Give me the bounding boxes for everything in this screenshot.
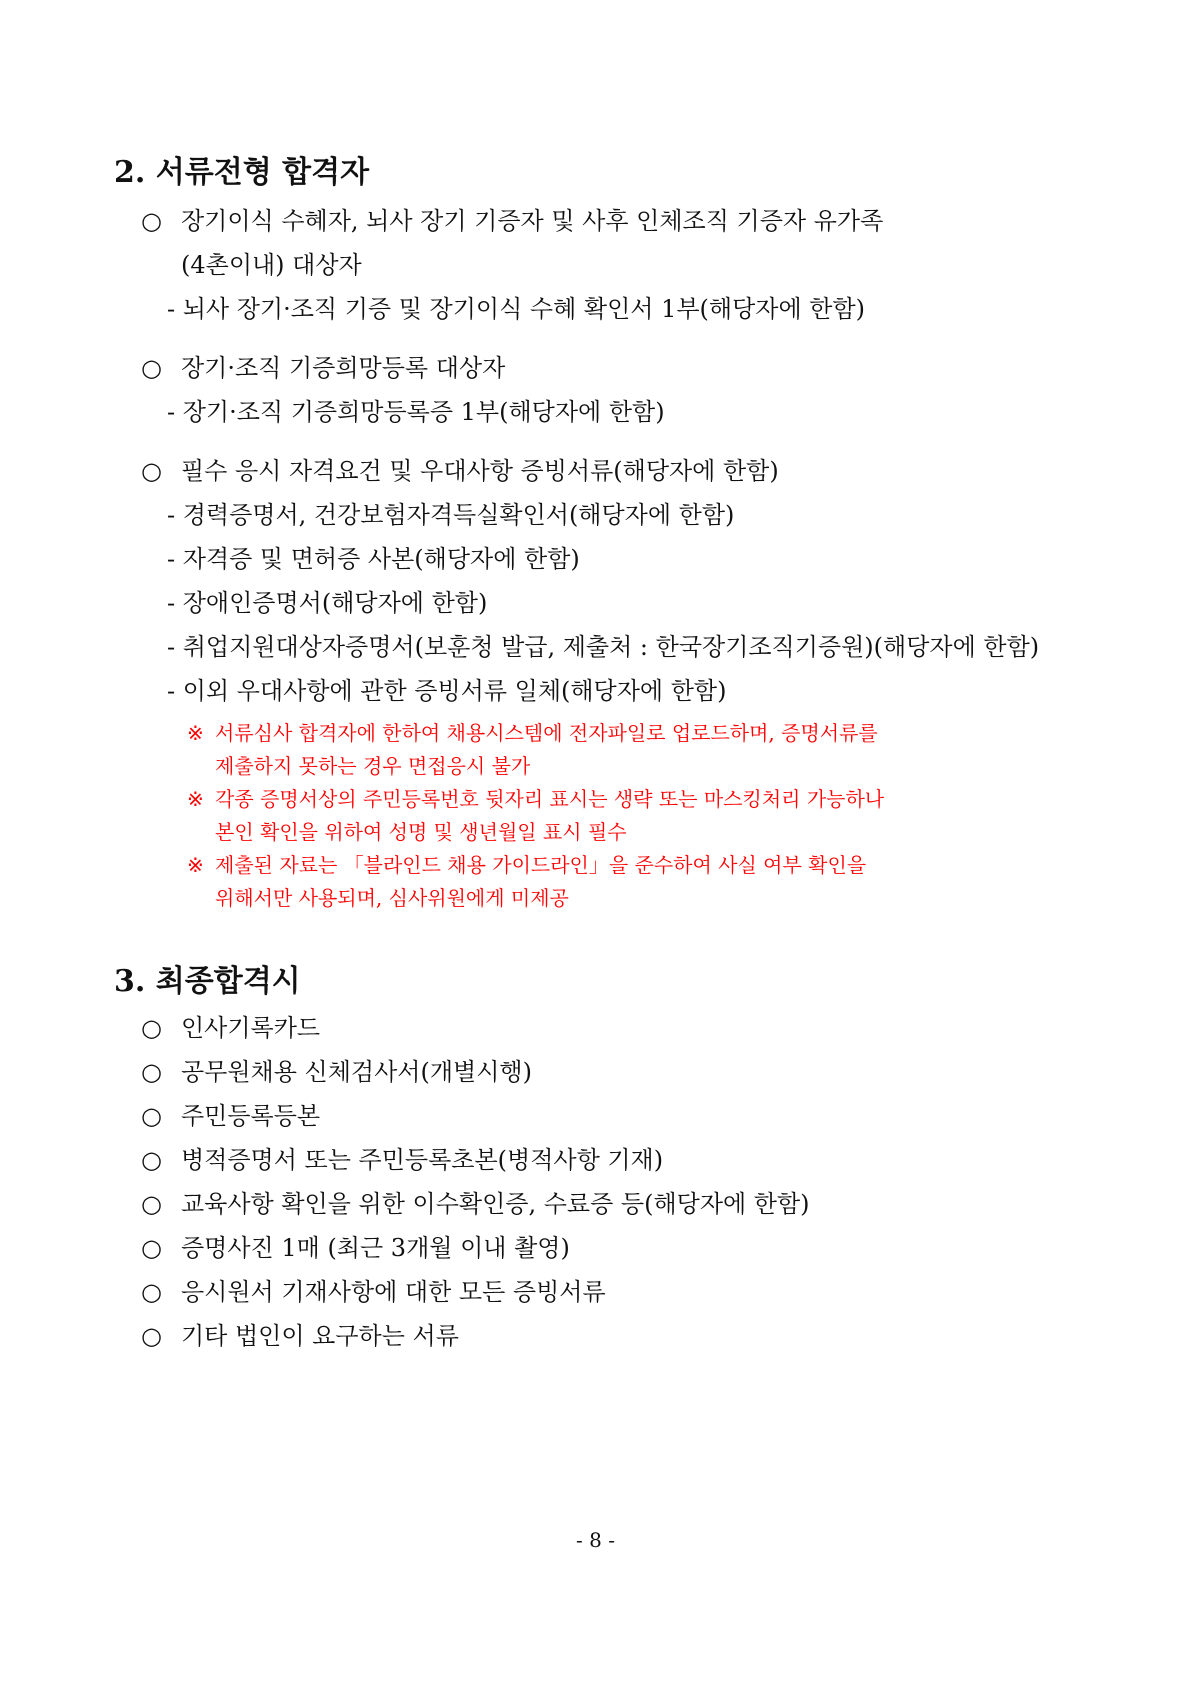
reference-mark-icon: ※ (187, 787, 204, 811)
sub-item: - 취업지원대상자증명서(보훈청 발급, 제출처 : 한국장기조직기증원)(해당자에 한함) (167, 633, 1040, 661)
sub-item: - 경력증명서, 건강보험자격득실확인서(해당자에 한함) (167, 501, 735, 529)
section-3-item (141, 1324, 459, 1348)
item-text: 공무원채용 신체검사서(개별시행) (181, 1058, 532, 1086)
note (187, 789, 884, 809)
section-3-item (141, 1148, 663, 1172)
note-text: 제출된 자료는 「블라인드 채용 가이드라인」을 준수하여 사실 여부 확인을 (215, 853, 867, 877)
section-3-item (141, 1192, 810, 1216)
item-text: 응시원서 기재사항에 대한 모든 증빙서류 (181, 1278, 606, 1306)
item-text: 장기이식 수혜자, 뇌사 장기 기증자 및 사후 인체조직 기증자 유가족 (181, 207, 884, 235)
note (187, 723, 878, 743)
section-3-item (141, 1016, 320, 1040)
item-text: 장기·조직 기증희망등록 대상자 (181, 354, 506, 382)
note-continuation: 본인 확인을 위하여 성명 및 생년월일 표시 필수 (215, 820, 627, 844)
item-text: 주민등록등본 (181, 1102, 321, 1130)
sub-item: - 자격증 및 면허증 사본(해당자에 한함) (167, 545, 580, 573)
circle-bullet-icon: ○ (141, 1058, 162, 1086)
circle-bullet-icon: ○ (141, 1146, 162, 1174)
section-3-item (141, 1060, 532, 1084)
circle-bullet-icon: ○ (141, 457, 162, 485)
page-number: - 8 - (576, 1528, 615, 1552)
circle-bullet-icon: ○ (141, 1190, 162, 1218)
item-text: 인사기록카드 (181, 1014, 321, 1042)
circle-bullet-icon: ○ (141, 207, 162, 235)
section-2-item-required-documents (141, 459, 779, 483)
note-continuation: 위해서만 사용되며, 심사위원에게 미제공 (215, 886, 569, 910)
sub-item: - 뇌사 장기·조직 기증 및 장기이식 수혜 확인서 1부(해당자에 한함) (167, 295, 865, 323)
note-text: 서류심사 합격자에 한하여 채용시스템에 전자파일로 업로드하며, 증명서류를 (215, 721, 878, 745)
circle-bullet-icon: ○ (141, 1322, 162, 1350)
circle-bullet-icon: ○ (141, 1278, 162, 1306)
note-continuation: 제출하지 못하는 경우 면접응시 불가 (215, 754, 531, 778)
note-text: 각종 증명서상의 주민등록번호 뒷자리 표시는 생략 또는 마스킹처리 가능하나 (215, 787, 885, 811)
circle-bullet-icon: ○ (141, 1102, 162, 1130)
sub-item: - 장애인증명서(해당자에 한함) (167, 589, 488, 617)
sub-item: - 장기·조직 기증희망등록증 1부(해당자에 한함) (167, 398, 665, 426)
section-3-heading: 3. 최종합격시 (114, 964, 301, 999)
note (187, 855, 866, 875)
reference-mark-icon: ※ (187, 853, 204, 877)
section-2-heading: 2. 서류전형 합격자 (114, 155, 370, 190)
item-text: 기타 법인이 요구하는 서류 (181, 1322, 459, 1350)
item-text: 병적증명서 또는 주민등록초본(병적사항 기재) (181, 1146, 664, 1174)
item-text: 증명사진 1매 (최근 3개월 이내 촬영) (181, 1234, 570, 1262)
circle-bullet-icon: ○ (141, 1014, 162, 1042)
item-text: 교육사항 확인을 위한 이수확인증, 수료증 등(해당자에 한함) (181, 1190, 810, 1218)
section-3-item (141, 1104, 320, 1128)
reference-mark-icon: ※ (187, 721, 204, 745)
section-3-item (141, 1280, 606, 1304)
section-2-item-organ-recipients (141, 209, 883, 233)
sub-item: - 이외 우대사항에 관한 증빙서류 일체(해당자에 한함) (167, 677, 727, 705)
section-3-item (141, 1236, 570, 1260)
circle-bullet-icon: ○ (141, 354, 162, 382)
circle-bullet-icon: ○ (141, 1234, 162, 1262)
item-continuation: (4촌이내) 대상자 (181, 251, 362, 279)
item-text: 필수 응시 자격요건 및 우대사항 증빙서류(해당자에 한함) (181, 457, 779, 485)
section-2-item-donation-registration (141, 356, 505, 380)
